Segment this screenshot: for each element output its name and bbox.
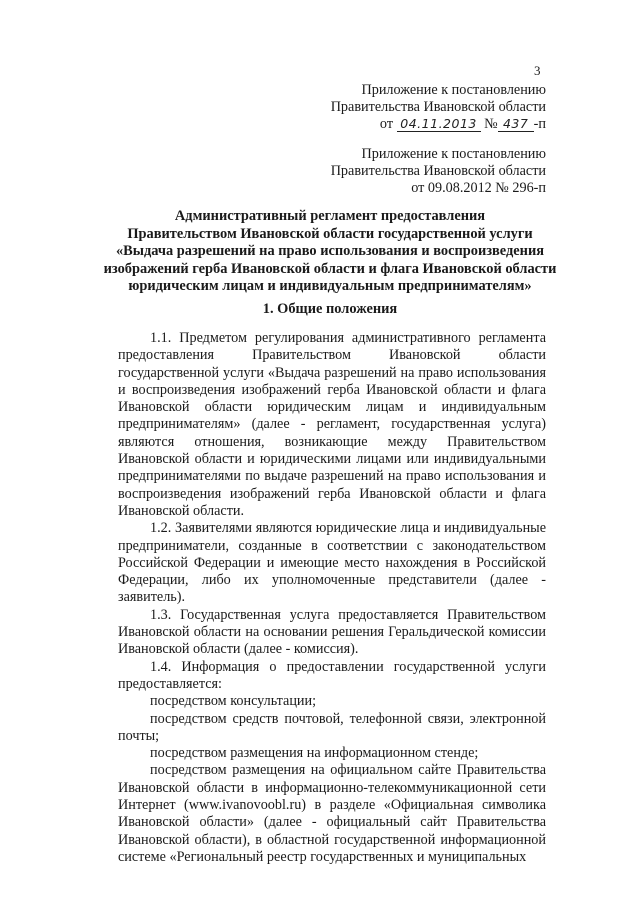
paragraph: 1.3. Государственная услуга предоставляется Правительством Ивановской области на основании решения Геральдической комиссии Ивановской области (далее - комиссия). [118,606,546,658]
title-line: изображений герба Ивановской области и флага Ивановской области [103,260,557,277]
appendix-header-original [300,146,546,197]
header-line: Приложение к постановлению [361,82,546,98]
header-line: Приложение к постановлению [361,146,546,162]
document-title [100,208,560,296]
title-line: юридическим лицам и индивидуальным предпринимателям» [128,278,532,295]
paragraph: 1.4. Информация о предоставлении государственной услуги предоставляется: [118,658,546,692]
paragraph: посредством размещения на информационном стенде; [150,745,479,762]
title-line: «Выдача разрешений на право использования и воспроизведения [115,243,545,260]
number-label: № [484,116,498,132]
section-title: 1. Общие положения [262,301,398,317]
paragraph: 1.2. Заявителями являются юридические лица и индивидуальные предприниматели, созданные в соответствии с законодательством Российской Федерации и имеющие место нахождения в Российской Федерации, либо их уполномоченные представители (далее - заявитель). [118,520,546,606]
header-line: Правительства Ивановской области [330,163,546,179]
body-text [118,330,546,865]
title-line: Административный регламент предоставления [174,208,486,224]
paragraph: посредством размещения на официальном сайте Правительства Ивановской области в информационно-телекоммуникационной сети Интернет (www.ivanovoobl.ru) в разделе «Официальная символика Ивановской области» (далее - официальный сайт Правительства Ивановской области), в областной государственной информационной системе «Региональный реестр государственных и муниципальных [118,762,546,865]
from-label: от [379,116,394,132]
appendix-header-current [300,82,546,133]
handwritten-date: 04.11.2013 [397,117,481,132]
number-suffix: -п [533,116,546,132]
header-line: от 09.08.2012 № 296-п [411,180,546,196]
handwritten-number: 437 [498,117,534,132]
title-line: Правительством Ивановской области государственной услуги [127,225,533,242]
paragraph: посредством средств почтовой, телефонной связи, электронной почты; [118,710,546,744]
paragraph: посредством консультации; [150,693,317,710]
header-date-line [300,116,546,133]
paragraph: 1.1. Предметом регулирования административного регламента предоставления Правительством Ивановской области государственной услуги «Выдача разрешений на право использования и воспроизведения изображений герба Ивановской области и флага Ивановской области юридическим лицам и индивидуальным предпринимателям» (далее - регламент, государственная услуга) являются отношения, возникающие между Правительством Ивановской области и юридическими лицами или индивидуальными предпринимателями по выдаче разрешений на право использования и воспроизведения изображений герба Ивановской области и флага Ивановской области. [118,330,546,519]
header-line: Правительства Ивановской области [330,99,546,115]
page-number: 3 [534,63,541,78]
